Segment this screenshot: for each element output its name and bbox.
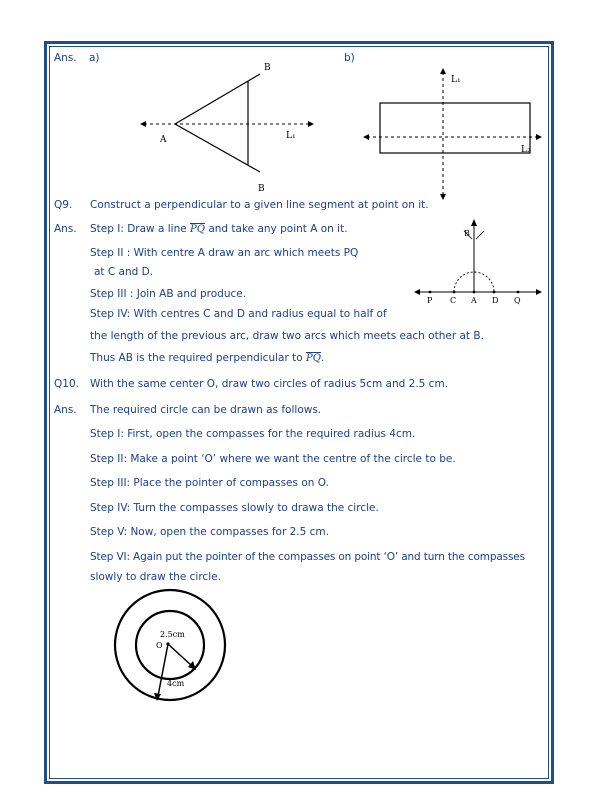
q10-step-1: Step I: First, open the compasses for the required radius 4cm. — [90, 428, 416, 440]
q9-step1-pre: Step I: Draw a line — [90, 223, 191, 235]
q9-step1-post: and take any point A on it. — [204, 223, 348, 235]
arrow-right-icon — [536, 134, 542, 140]
q9-step1-line: $\overline{PQ}$ — [190, 224, 205, 235]
point-q — [517, 291, 520, 294]
point-a — [473, 291, 476, 294]
label-a: A — [160, 135, 167, 145]
q9-step4-line2: the length of the previous arc, draw two arcs which meets each other at B. — [90, 330, 484, 342]
q10-number: Q10. — [54, 378, 79, 390]
q10-step-5: Step V: Now, open the compasses for 2.5 cm. — [90, 526, 329, 538]
label-o: O — [156, 641, 163, 650]
q10-step-6: Step VI: Again put the pointer of the compasses on point ‘O’ and turn the compasses — [90, 551, 525, 563]
q9-number: Q9. — [54, 199, 73, 211]
q10-figure-concentric-circles — [110, 590, 230, 710]
arc-mark-right — [476, 231, 484, 239]
arrow-up-icon — [440, 68, 446, 74]
arrow-left-icon — [414, 289, 420, 295]
q9-step2-line1: Step II : With centre A draw an arc which meets PQ — [90, 247, 359, 259]
label-b-top: B — [264, 63, 271, 73]
ans-label-top: Ans. — [54, 52, 77, 64]
point-d — [493, 291, 496, 294]
label-p: P — [427, 296, 433, 305]
q9-figure-perpendicular — [410, 216, 545, 306]
q10-question: With the same center O, draw two circles of radius 5cm and 2.5 cm. — [90, 378, 449, 390]
point-c — [453, 291, 456, 294]
q10-step-3: Step III: Place the pointer of compasses on O. — [90, 477, 329, 489]
triangle-side-bottom — [175, 124, 260, 172]
label-c: C — [450, 296, 457, 305]
q9-step1 — [90, 223, 348, 236]
q10-step-6-cont: slowly to draw the circle. — [90, 571, 221, 583]
figure-b-rectangle — [355, 60, 555, 210]
label-b: B — [464, 229, 470, 238]
q9-question: Construct a perpendicular to a given line segment at point on it. — [90, 199, 429, 211]
arrow-left-icon — [363, 134, 369, 140]
q9-step2-line2: at C and D. — [94, 266, 154, 278]
triangle-side-top — [175, 74, 260, 124]
arrow-head-icon — [188, 661, 196, 670]
radius-outer — [158, 644, 168, 696]
label-outer-radius: 4cm — [167, 679, 185, 688]
label-b-bottom: B — [258, 184, 265, 194]
arrow-down-icon — [440, 194, 446, 200]
radius-inner — [168, 644, 192, 666]
q9-ans-label: Ans. — [54, 223, 77, 235]
point-p — [429, 291, 432, 294]
q9-conclusion-pre: Thus AB is the required perpendicular to — [90, 352, 306, 364]
part-b-label: b) — [344, 52, 355, 64]
part-a-label: a) — [89, 52, 100, 64]
label-l2-b: L₂ — [521, 145, 531, 155]
label-inner-radius: 2.5cm — [160, 630, 185, 639]
arrow-left-icon — [140, 121, 146, 127]
label-a: A — [471, 296, 477, 305]
label-q: Q — [514, 296, 521, 305]
q9-conclusion-line: $\overline{PQ}$ — [306, 353, 321, 364]
q10-intro: The required circle can be drawn as follows. — [90, 404, 322, 416]
q10-step-2: Step II: Make a point ‘O’ where we want the centre of the circle to be. — [90, 453, 456, 465]
q9-conclusion — [90, 352, 324, 365]
rectangle — [380, 103, 530, 153]
figure-a-triangle — [130, 60, 330, 200]
arrow-right-icon — [308, 121, 314, 127]
arrow-right-icon — [536, 289, 542, 295]
arrow-up-icon — [471, 219, 477, 226]
q9-step3: Step III : Join AB and produce. — [90, 288, 247, 300]
label-l1-b: L₁ — [451, 75, 461, 85]
q9-step4-line1: Step IV: With centres C and D and radius equal to half of — [90, 308, 387, 320]
q9-conclusion-post: . — [320, 352, 325, 364]
label-d: D — [492, 296, 499, 305]
q10-step-4: Step IV: Turn the compasses slowly to drawa the circle. — [90, 502, 379, 514]
q10-ans-label: Ans. — [54, 404, 77, 416]
label-l1-a: L₁ — [286, 131, 296, 141]
